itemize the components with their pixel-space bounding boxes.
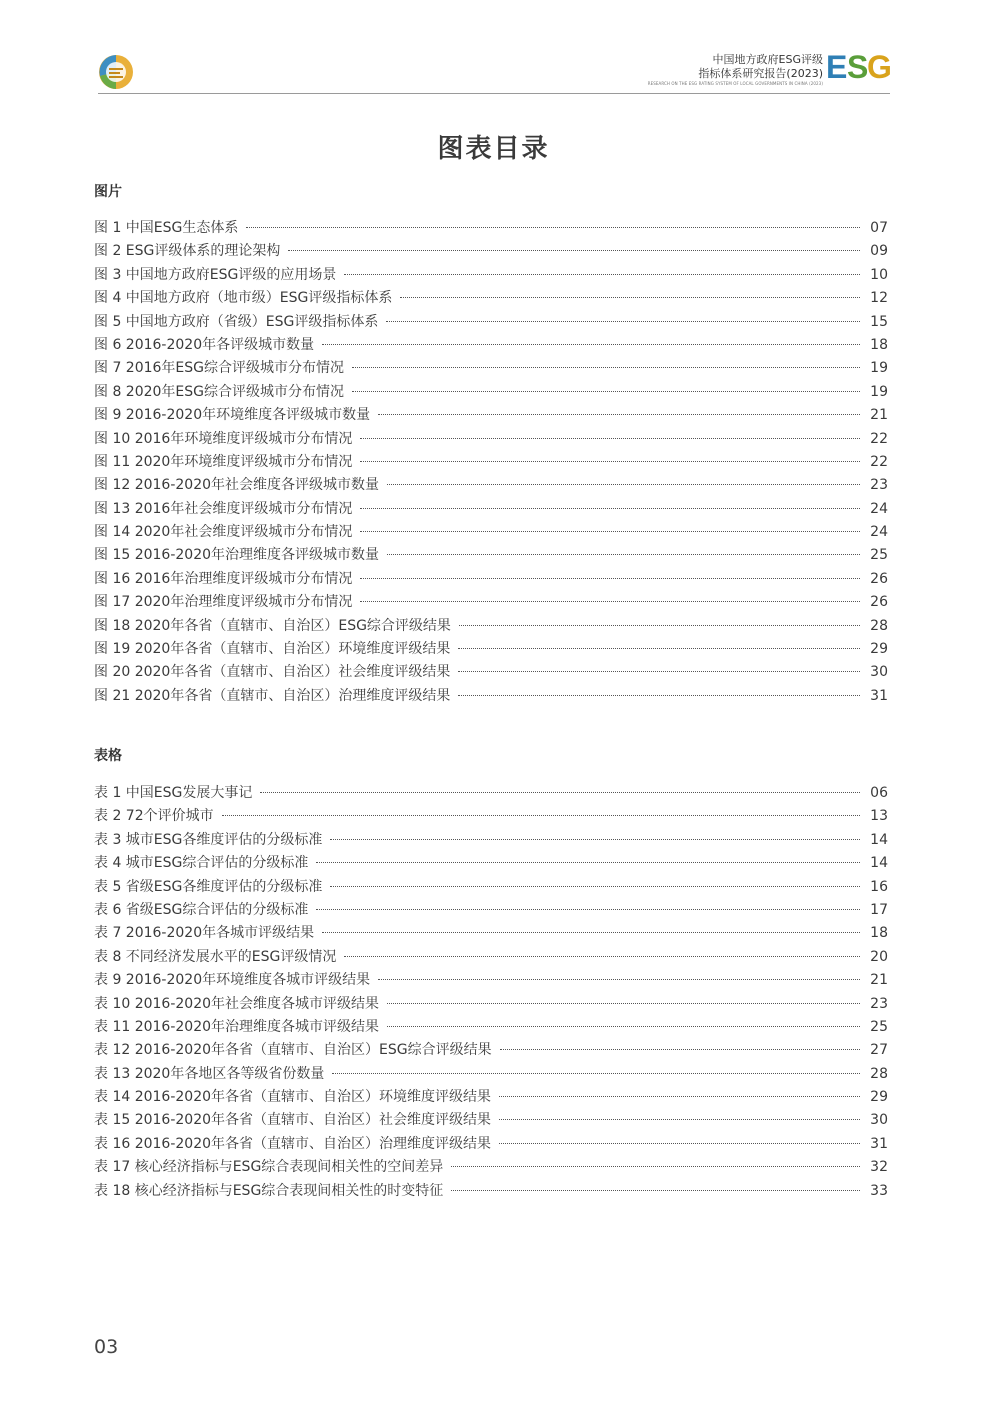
toc-entry-label: 图 14 2020年社会维度评级城市分布情况	[94, 524, 353, 541]
toc-entry-label: 图 7 2016年ESG综合评级城市分布情况	[94, 360, 345, 377]
toc-dot-leader	[458, 695, 860, 696]
toc-entry[interactable]	[94, 287, 888, 310]
toc-entry-label: 图 16 2016年治理维度评级城市分布情况	[94, 570, 353, 587]
toc-entry-label: 表 3 城市ESG各维度评估的分级标准	[94, 831, 323, 848]
toc-entry[interactable]	[94, 852, 888, 875]
toc-entry-label: 表 2 72个评价城市	[94, 808, 214, 825]
toc-entry-page: 27	[870, 1042, 888, 1059]
report-emblem-icon	[98, 54, 134, 90]
toc-dot-leader	[360, 601, 860, 602]
toc-entry-page: 33	[870, 1182, 888, 1199]
toc-entry[interactable]	[94, 521, 888, 544]
toc-entry[interactable]	[94, 591, 888, 614]
toc-entry-page: 19	[870, 360, 888, 377]
toc-dot-leader	[500, 1049, 860, 1050]
toc-entry[interactable]	[94, 498, 888, 521]
toc-entry[interactable]	[94, 615, 888, 638]
toc-entry-label: 图 17 2020年治理维度评级城市分布情况	[94, 594, 353, 611]
toc-dot-leader	[360, 438, 860, 439]
toc-entry-page: 32	[870, 1159, 888, 1176]
toc-dot-leader	[316, 909, 860, 910]
esg-logo-icon	[826, 49, 892, 85]
toc-dot-leader	[260, 792, 860, 793]
toc-entry[interactable]	[94, 993, 888, 1016]
toc-entry-label: 图 1 中国ESG生态体系	[94, 220, 239, 236]
toc-entry-label: 表 13 2020年各地区各等级省份数量	[94, 1065, 325, 1082]
toc-dot-leader	[387, 554, 860, 555]
toc-entry-label: 表 5 省级ESG各维度评估的分级标准	[94, 878, 323, 895]
page-title: 图表目录	[437, 134, 550, 164]
toc-entry-label: 表 7 2016-2020年各城市评级结果	[94, 925, 315, 942]
toc-entry[interactable]	[94, 829, 888, 852]
toc-dot-leader	[387, 484, 860, 485]
toc-dot-leader	[499, 1096, 860, 1097]
toc-entry-label: 图 9 2016-2020年环境维度各评级城市数量	[94, 407, 371, 424]
toc-dot-leader	[499, 1119, 860, 1120]
toc-dot-leader	[360, 508, 860, 509]
toc-dot-leader	[400, 297, 860, 298]
toc-entry-label: 图 19 2020年各省（直辖市、自治区）环境维度评级结果	[94, 641, 451, 658]
toc-entry-label: 表 4 城市ESG综合评估的分级标准	[94, 855, 309, 872]
toc-entry-page: 19	[870, 383, 888, 400]
toc-entry-label: 表 16 2016-2020年各省（直辖市、自治区）治理维度评级结果	[94, 1135, 492, 1152]
toc-entry-page: 31	[870, 687, 888, 704]
toc-entry[interactable]	[94, 404, 888, 427]
toc-entry-page: 25	[870, 547, 888, 564]
toc-dot-leader	[330, 839, 860, 840]
toc-entry[interactable]	[94, 638, 888, 661]
toc-entry[interactable]	[94, 876, 888, 899]
toc-dot-leader	[332, 1073, 860, 1074]
toc-dot-leader	[352, 391, 860, 392]
toc-entry-page: 26	[870, 594, 888, 611]
report-header-title	[648, 53, 823, 87]
toc-entry[interactable]	[94, 922, 888, 945]
toc-dot-leader	[316, 862, 860, 863]
toc-entry-page: 16	[870, 878, 888, 895]
toc-entry-page: 15	[870, 313, 888, 330]
toc-entry-page: 17	[870, 901, 888, 918]
toc-entry-label: 表 12 2016-2020年各省（直辖市、自治区）ESG综合评级结果	[94, 1042, 492, 1059]
toc-dot-leader	[288, 250, 860, 251]
toc-entry-label: 表 8 不同经济发展水平的ESG评级情况	[94, 948, 337, 965]
toc-entry-label: 图 18 2020年各省（直辖市、自治区）ESG综合评级结果	[94, 617, 451, 634]
toc-entry-page: 28	[870, 617, 888, 634]
toc-entry[interactable]	[94, 334, 888, 357]
toc-entry[interactable]	[94, 1039, 888, 1062]
toc-dot-leader	[360, 461, 860, 462]
toc-dot-leader	[330, 886, 860, 887]
toc-dot-leader	[360, 578, 860, 579]
toc-entry[interactable]	[94, 1063, 888, 1086]
toc-entry-label: 图 11 2020年环境维度评级城市分布情况	[94, 453, 353, 470]
toc-entry-page: 22	[870, 430, 888, 447]
toc-entry[interactable]	[94, 782, 888, 805]
toc-dot-leader	[459, 625, 860, 626]
toc-entry-page: 07	[870, 220, 888, 236]
toc-entry[interactable]	[94, 1109, 888, 1132]
toc-entry-page: 12	[870, 290, 888, 307]
toc-entry-page: 09	[870, 243, 888, 260]
toc-entry-label: 表 11 2016-2020年治理维度各城市评级结果	[94, 1018, 380, 1035]
toc-entry-label: 表 9 2016-2020年环境维度各城市评级结果	[94, 972, 371, 989]
toc-entry-label: 表 17 核心经济指标与ESG综合表现间相关性的空间差异	[94, 1159, 444, 1176]
toc-entry-page: 14	[870, 831, 888, 848]
page-number: 03	[94, 1336, 119, 1358]
toc-entry-page: 31	[870, 1135, 888, 1152]
toc-entry[interactable]	[94, 1016, 888, 1039]
toc-dot-leader	[222, 815, 860, 816]
toc-dot-leader	[344, 274, 860, 275]
toc-entry[interactable]	[94, 1133, 888, 1156]
toc-entry-label: 表 18 核心经济指标与ESG综合表现间相关性的时变特征	[94, 1182, 444, 1199]
report-title-line2: 指标体系研究报告(2023)	[698, 67, 823, 80]
toc-entry[interactable]	[94, 264, 888, 287]
toc-entry[interactable]	[94, 946, 888, 969]
tables-list	[94, 782, 888, 1203]
toc-dot-leader	[458, 671, 860, 672]
toc-entry-label: 图 4 中国地方政府（地市级）ESG评级指标体系	[94, 290, 393, 307]
toc-entry-label: 图 5 中国地方政府（省级）ESG评级指标体系	[94, 313, 379, 330]
toc-entry[interactable]	[94, 969, 888, 992]
toc-entry-page: 23	[870, 995, 888, 1012]
toc-entry-page: 29	[870, 1089, 888, 1106]
toc-entry-label: 表 1 中国ESG发展大事记	[94, 785, 253, 801]
figures-heading: 图片	[94, 184, 122, 200]
toc-dot-leader	[360, 531, 860, 532]
toc-entry-label: 表 14 2016-2020年各省（直辖市、自治区）环境维度评级结果	[94, 1089, 492, 1106]
toc-entry[interactable]	[94, 240, 888, 263]
toc-entry[interactable]	[94, 805, 888, 828]
toc-entry[interactable]	[94, 474, 888, 497]
toc-dot-leader	[344, 956, 860, 957]
toc-entry[interactable]	[94, 899, 888, 922]
toc-entry-page: 10	[870, 266, 888, 283]
toc-entry-label: 图 2 ESG评级体系的理论架构	[94, 243, 281, 260]
toc-entry-page: 26	[870, 570, 888, 587]
toc-entry[interactable]	[94, 311, 888, 334]
toc-entry[interactable]	[94, 451, 888, 474]
svg-text:S: S	[847, 49, 869, 85]
toc-entry-label: 图 20 2020年各省（直辖市、自治区）社会维度评级结果	[94, 664, 451, 681]
toc-entry-page: 30	[870, 1112, 888, 1129]
toc-entry[interactable]	[94, 685, 888, 708]
toc-entry-label: 图 21 2020年各省（直辖市、自治区）治理维度评级结果	[94, 687, 451, 704]
toc-entry-page: 24	[870, 524, 888, 541]
toc-entry-page: 20	[870, 948, 888, 965]
toc-dot-leader	[378, 414, 860, 415]
toc-entry-label: 图 13 2016年社会维度评级城市分布情况	[94, 500, 353, 517]
toc-entry-label: 表 10 2016-2020年社会维度各城市评级结果	[94, 995, 380, 1012]
toc-entry[interactable]	[94, 357, 888, 380]
toc-entry-page: 06	[870, 785, 888, 801]
toc-entry-page: 21	[870, 407, 888, 424]
toc-entry-label: 图 6 2016-2020年各评级城市数量	[94, 336, 315, 353]
toc-dot-leader	[387, 1026, 860, 1027]
toc-entry-page: 23	[870, 477, 888, 494]
toc-entry[interactable]	[94, 1086, 888, 1109]
toc-entry-label: 图 8 2020年ESG综合评级城市分布情况	[94, 383, 345, 400]
toc-entry-page: 21	[870, 972, 888, 989]
toc-entry-label: 图 12 2016-2020年社会维度各评级城市数量	[94, 477, 380, 494]
toc-dot-leader	[458, 648, 860, 649]
toc-entry-page: 18	[870, 925, 888, 942]
toc-entry-label: 图 15 2016-2020年治理维度各评级城市数量	[94, 547, 380, 564]
toc-entry-label: 图 10 2016年环境维度评级城市分布情况	[94, 430, 353, 447]
toc-dot-leader	[322, 932, 860, 933]
tables-heading: 表格	[94, 748, 122, 764]
toc-entry[interactable]	[94, 1180, 888, 1203]
toc-entry[interactable]	[94, 568, 888, 591]
toc-entry-page: 22	[870, 453, 888, 470]
toc-entry-page: 28	[870, 1065, 888, 1082]
toc-entry-page: 29	[870, 641, 888, 658]
toc-entry-page: 24	[870, 500, 888, 517]
toc-dot-leader	[322, 344, 860, 345]
svg-text:G: G	[867, 49, 892, 85]
toc-dot-leader	[451, 1166, 860, 1167]
toc-dot-leader	[246, 227, 860, 228]
toc-entry[interactable]	[94, 1156, 888, 1179]
svg-text:E: E	[826, 49, 848, 85]
toc-dot-leader	[499, 1143, 860, 1144]
header-divider	[98, 93, 890, 94]
toc-entry-label: 图 3 中国地方政府ESG评级的应用场景	[94, 266, 337, 283]
toc-dot-leader	[386, 321, 860, 322]
toc-entry-page: 14	[870, 855, 888, 872]
report-title-english: RESEARCH ON THE ESG RATING SYSTEM OF LOCAL GOVERNMENTS IN CHINA (2023)	[647, 81, 823, 86]
toc-entry[interactable]	[94, 661, 888, 684]
toc-entry[interactable]	[94, 381, 888, 404]
toc-dot-leader	[451, 1190, 860, 1191]
toc-entry-page: 13	[870, 808, 888, 825]
toc-entry[interactable]	[94, 428, 888, 451]
toc-entry-page: 25	[870, 1018, 888, 1035]
report-title-line1: 中国地方政府ESG评级	[712, 53, 823, 66]
toc-dot-leader	[352, 367, 860, 368]
toc-entry[interactable]	[94, 217, 888, 240]
toc-dot-leader	[387, 1003, 860, 1004]
toc-entry-page: 30	[870, 664, 888, 681]
toc-entry-page: 18	[870, 336, 888, 353]
toc-entry-label: 表 15 2016-2020年各省（直辖市、自治区）社会维度评级结果	[94, 1112, 492, 1129]
toc-entry-label: 表 6 省级ESG综合评估的分级标准	[94, 901, 309, 918]
figures-list	[94, 217, 888, 708]
toc-dot-leader	[378, 979, 860, 980]
toc-entry[interactable]	[94, 544, 888, 567]
